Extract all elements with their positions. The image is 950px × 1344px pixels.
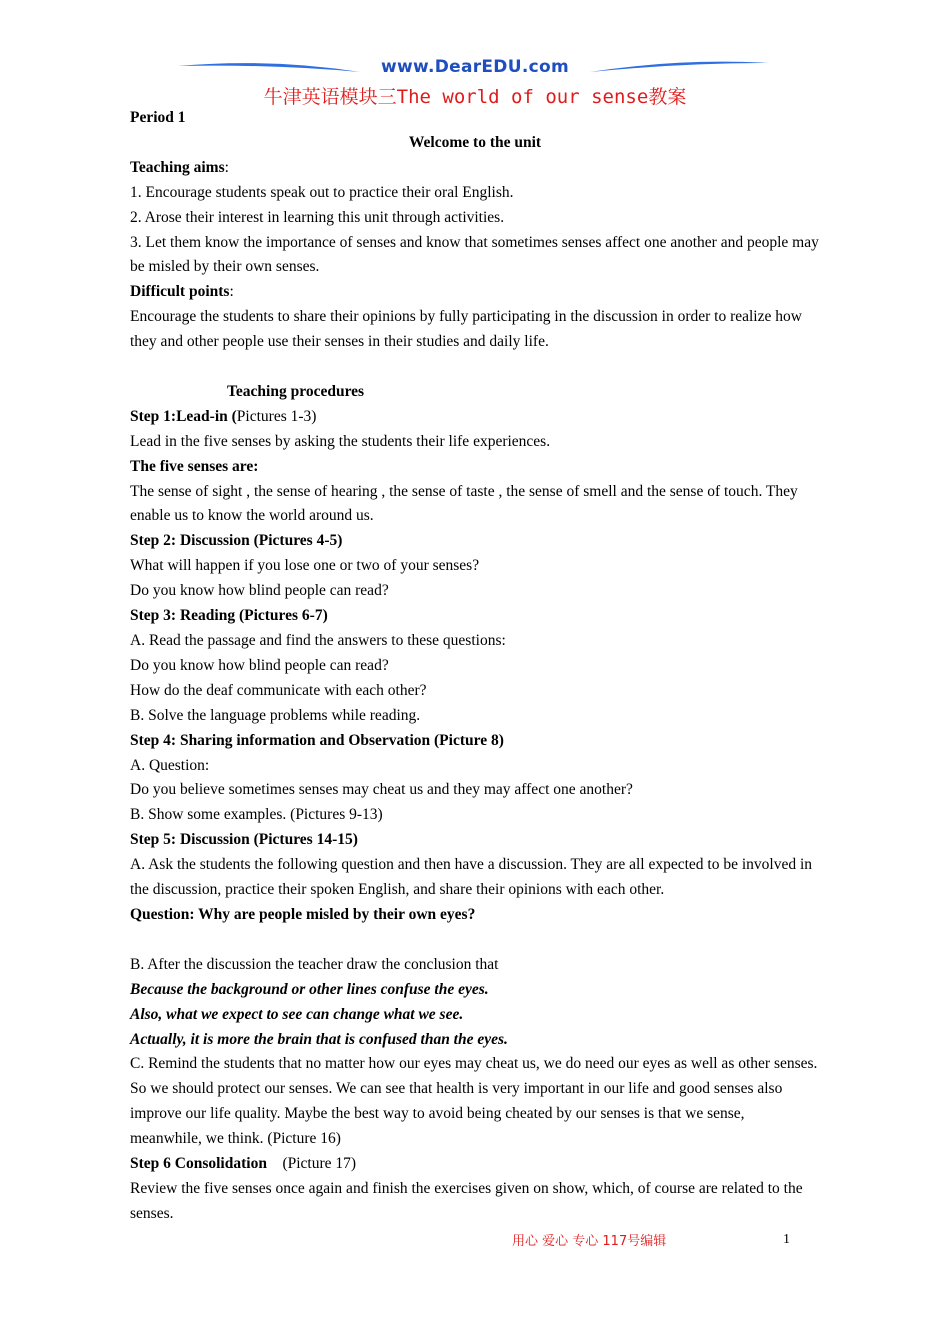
step5-question: Question: Why are people misled by their own eyes?: [130, 905, 476, 923]
difficult-heading: Difficult points:: [130, 283, 234, 301]
spacer: [130, 928, 820, 953]
step4-line: Do you believe sometimes senses may cheat us and they may affect one another?: [130, 781, 633, 799]
aims-heading: Teaching aims:: [130, 158, 229, 176]
step3-line: How do the deaf communicate with each other?: [130, 681, 427, 699]
aim-item: 2. Arose their interest in learning this unit through activities.: [130, 208, 505, 226]
step5-a-text: A. Ask the students the following question and then have a discussion. They are all expected to be involved in the discussion, practice their spoken English, and share their opinions with each other.: [130, 856, 812, 899]
aims-label: Teaching aims: [130, 158, 225, 176]
step2-line: What will happen if you lose one or two of your senses?: [130, 557, 480, 575]
difficult-label: Difficult points: [130, 283, 230, 301]
procedures-title: Teaching procedures: [227, 382, 365, 400]
step6-heading-rest: (Picture 17): [266, 1155, 357, 1173]
step3-line: B. Solve the language problems while reading.: [130, 706, 421, 724]
step3-line: A. Read the passage and find the answers to these questions:: [130, 632, 506, 650]
step1-heading: [130, 405, 820, 430]
step3-line: Do you know how blind people can read?: [130, 656, 389, 674]
conclusion-line: Because the background or other lines confuse the eyes.: [130, 980, 489, 998]
step1-text: Lead in the five senses by asking the students their life experiences.: [130, 432, 551, 450]
spacer: [130, 355, 820, 380]
step5-heading: Step 5: Discussion (Pictures 14-15): [130, 831, 358, 849]
period-label: Period 1: [130, 109, 186, 126]
step6-heading: [130, 1152, 820, 1177]
step5-c-text: C. Remind the students that no matter how our eyes may cheat us, we do need our eyes as well as other senses. So we should protect our senses. We can see that health is very important in our life and good senses also improve our life quality. Maybe the best way to avoid being cheated by our senses is that we sense, meanwhile, we think. (Picture 16): [130, 1055, 818, 1148]
document-title: 牛津英语模块三The world of our sense教案: [263, 86, 687, 108]
section-title: Welcome to the unit: [408, 133, 542, 151]
step1-heading-bold: Step 1:Lead-in (: [130, 407, 237, 425]
conclusion-line: Actually, it is more the brain that is confused than the eyes.: [130, 1030, 508, 1048]
difficult-text: Encourage the students to share their opinions by fully participating in the discussion in order to realize how they and other people use their senses in their studies and daily life.: [130, 308, 802, 351]
step2-line: Do you know how blind people can read?: [130, 582, 389, 600]
step4-line: A. Question:: [130, 756, 210, 774]
conclusion-line: Also, what we expect to see can change what we see.: [130, 1005, 464, 1023]
step2-heading: Step 2: Discussion (Pictures 4-5): [130, 532, 343, 550]
page-number: 1: [783, 1232, 790, 1247]
step1-heading-rest: Pictures 1-3): [236, 407, 317, 425]
step4-heading: Step 4: Sharing information and Observation (Picture 8): [130, 731, 504, 749]
step6-heading-bold: Step 6 Consolidation: [130, 1155, 267, 1173]
step4-line: B. Show some examples. (Pictures 9-13): [130, 806, 383, 824]
step6-text: Review the five senses once again and finish the exercises given on show, which, of course are related to the senses.: [130, 1179, 803, 1222]
step5-b-text: B. After the discussion the teacher draw the conclusion that: [130, 955, 499, 973]
senses-heading: The five senses are:: [130, 457, 259, 475]
document-body: [130, 106, 820, 1227]
step3-heading: Step 3: Reading (Pictures 6-7): [130, 607, 328, 625]
senses-text: The sense of sight , the sense of hearing , the sense of taste , the sense of smell and the sense of touch. They enable us to know the world around us.: [130, 482, 798, 525]
aim-item: 3. Let them know the importance of senses and know that sometimes senses affect one another and people may be misled by their own senses.: [130, 233, 819, 276]
footer-text: 用心 爱心 专心 117号编辑: [512, 1234, 667, 1249]
aim-item: 1. Encourage students speak out to practice their oral English.: [130, 183, 514, 201]
site-url[interactable]: www.DearEDU.com: [381, 57, 569, 77]
